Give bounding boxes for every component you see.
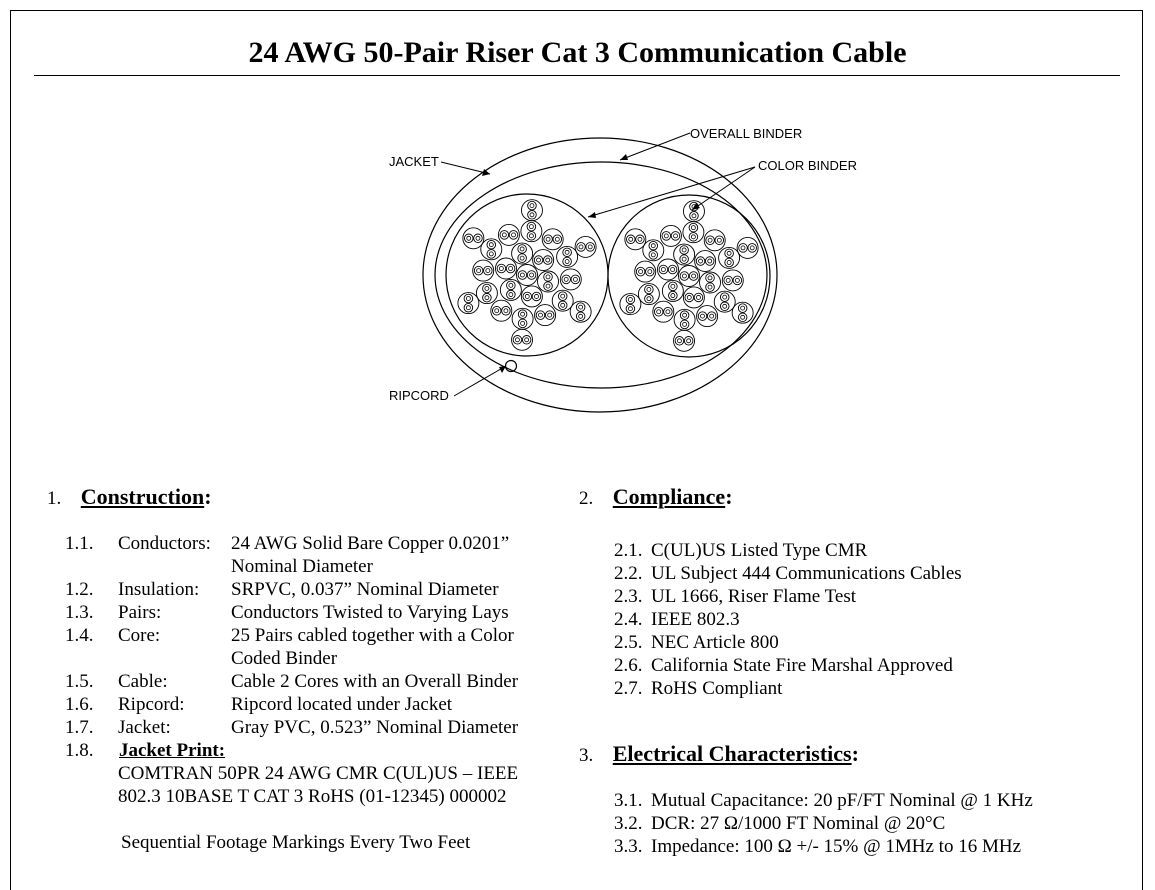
twisted-pair	[533, 250, 554, 271]
construction-item-label: Conductors:	[118, 533, 211, 554]
construction-item-value: Nominal Diameter	[231, 556, 373, 577]
compliance-item-number: 2.5.	[614, 632, 643, 653]
twisted-pair	[521, 286, 542, 307]
twisted-pair	[500, 279, 521, 300]
twisted-pair	[512, 329, 533, 350]
color-binder-leader-left	[588, 167, 755, 217]
compliance-item-text: UL Subject 444 Communications Cables	[651, 563, 962, 584]
twisted-pair	[521, 221, 542, 242]
twisted-pair	[521, 200, 542, 221]
twisted-pair	[535, 305, 556, 326]
construction-item-label: Pairs:	[118, 602, 162, 623]
compliance-item-text: California State Fire Marshal Approved	[651, 655, 953, 676]
compliance-item-text: NEC Article 800	[651, 632, 779, 653]
overall-binder-leader	[620, 133, 690, 160]
color-binder-label: COLOR BINDER	[758, 158, 857, 173]
twisted-pair	[653, 301, 674, 322]
construction-item-value: Gray PVC, 0.523” Nominal Diameter	[231, 717, 519, 738]
overall-binder-label: OVERALL BINDER	[690, 126, 803, 141]
electrical-heading-text: Electrical Characteristics	[612, 741, 852, 766]
twisted-pair	[473, 260, 494, 281]
twisted-pair	[662, 280, 683, 301]
compliance-heading-text: Compliance	[612, 484, 726, 509]
construction-item-number: 1.5.	[65, 671, 94, 692]
jacket-print-number: 1.8.	[65, 740, 94, 761]
twisted-pair	[458, 293, 479, 314]
construction-item-value: Conductors Twisted to Varying Lays	[231, 602, 509, 623]
construction-item-label: Insulation:	[118, 579, 200, 600]
construction-item-value: 24 AWG Solid Bare Copper 0.0201”	[231, 533, 510, 554]
construction-item-number: 1.2.	[65, 579, 94, 600]
twisted-pair	[700, 272, 721, 293]
twisted-pair	[737, 237, 758, 258]
twisted-pair	[495, 258, 516, 279]
compliance-item-number: 2.6.	[614, 655, 643, 676]
construction-item-label: Jacket:	[118, 717, 171, 738]
construction-item-value: Ripcord located under Jacket	[231, 694, 453, 715]
twisted-pair	[674, 330, 695, 351]
electrical-item-text: Mutual Capacitance: 20 pF/FT Nominal @ 1 KHz	[651, 790, 1033, 811]
twisted-pair	[722, 270, 743, 291]
twisted-pair	[704, 230, 725, 251]
twisted-pair	[560, 269, 581, 290]
construction-item-number: 1.7.	[65, 717, 94, 738]
twisted-pair	[625, 229, 646, 250]
compliance-section-heading: 2. Compliance:	[579, 484, 733, 509]
compliance-item-text: UL 1666, Riser Flame Test	[651, 586, 857, 607]
construction-heading-text: Construction	[80, 484, 205, 509]
construction-item-number: 1.6.	[65, 694, 94, 715]
twisted-pair	[714, 291, 735, 312]
twisted-pair	[697, 306, 718, 327]
twisted-pair	[679, 266, 700, 287]
electrical-section-number: 3.	[579, 745, 594, 766]
twisted-pair	[512, 243, 533, 264]
construction-section-number: 1.	[47, 488, 62, 509]
construction-item-number: 1.3.	[65, 602, 94, 623]
compliance-item-text: IEEE 802.3	[651, 609, 740, 630]
footage-marking-note: Sequential Footage Markings Every Two Feet	[121, 832, 471, 853]
construction-item-label: Ripcord:	[118, 694, 185, 715]
twisted-pair	[476, 283, 497, 304]
pairs-right-core	[620, 201, 758, 352]
electrical-section-heading: 3. Electrical Characteristics:	[579, 741, 859, 766]
twisted-pair	[732, 302, 753, 323]
twisted-pair	[660, 225, 681, 246]
twisted-pair	[570, 301, 591, 322]
compliance-item-number: 2.7.	[614, 678, 643, 699]
compliance-item-text: RoHS Compliant	[651, 678, 783, 699]
ripcord-label: RIPCORD	[389, 388, 449, 403]
ripcord-leader	[454, 366, 506, 396]
twisted-pair	[517, 265, 538, 286]
construction-item-number: 1.4.	[65, 625, 94, 646]
twisted-pair	[481, 239, 502, 260]
compliance-item-number: 2.4.	[614, 609, 643, 630]
twisted-pair	[657, 259, 678, 280]
twisted-pair	[643, 240, 664, 261]
twisted-pair	[498, 224, 519, 245]
construction-section-heading: 1. Construction:	[47, 484, 212, 509]
twisted-pair	[557, 246, 578, 267]
compliance-item-number: 2.1.	[614, 540, 643, 561]
color-binder-leader-right	[692, 167, 755, 210]
construction-item-label: Cable:	[118, 671, 168, 692]
twisted-pair	[638, 284, 659, 305]
twisted-pair	[635, 261, 656, 282]
compliance-item-number: 2.3.	[614, 586, 643, 607]
construction-item-value: Cable 2 Cores with an Overall Binder	[231, 671, 519, 692]
jacket-print-label: Jacket Print:	[119, 740, 226, 761]
page-title: 24 AWG 50-Pair Riser Cat 3 Communication Cable	[248, 36, 907, 69]
twisted-pair	[695, 251, 716, 272]
twisted-pair	[674, 244, 695, 265]
electrical-item-number: 3.3.	[614, 836, 643, 857]
electrical-item-number: 3.1.	[614, 790, 643, 811]
compliance-item-number: 2.2.	[614, 563, 643, 584]
twisted-pair	[683, 222, 704, 243]
twisted-pair	[683, 287, 704, 308]
construction-item-number: 1.1.	[65, 533, 94, 554]
construction-item-value: SRPVC, 0.037” Nominal Diameter	[231, 579, 499, 600]
twisted-pair	[463, 228, 484, 249]
jacket-print-line-2: 802.3 10BASE T CAT 3 RoHS (01-12345) 000002	[118, 786, 507, 807]
electrical-item-text: DCR: 27 Ω/1000 FT Nominal @ 20°C	[651, 813, 946, 834]
electrical-item-number: 3.2.	[614, 813, 643, 834]
twisted-pair	[542, 229, 563, 250]
twisted-pair	[575, 236, 596, 257]
twisted-pair	[719, 247, 740, 268]
twisted-pair	[491, 300, 512, 321]
compliance-item-text: C(UL)US Listed Type CMR	[651, 540, 868, 561]
jacket-print-line-1: COMTRAN 50PR 24 AWG CMR C(UL)US – IEEE	[118, 763, 519, 784]
pairs-left-core	[458, 200, 596, 351]
compliance-section-number: 2.	[579, 488, 594, 509]
jacket-leader	[441, 162, 490, 174]
construction-item-value: 25 Pairs cabled together with a Color	[231, 625, 514, 646]
twisted-pair	[620, 294, 641, 315]
electrical-item-text: Impedance: 100 Ω +/- 15% @ 1MHz to 16 MHz	[651, 836, 1022, 857]
twisted-pair	[538, 271, 559, 292]
jacket-label: JACKET	[389, 154, 439, 169]
construction-item-label: Core:	[118, 625, 161, 646]
twisted-pair	[552, 290, 573, 311]
construction-item-value: Coded Binder	[231, 648, 338, 669]
twisted-pair	[512, 308, 533, 329]
twisted-pair	[674, 309, 695, 330]
